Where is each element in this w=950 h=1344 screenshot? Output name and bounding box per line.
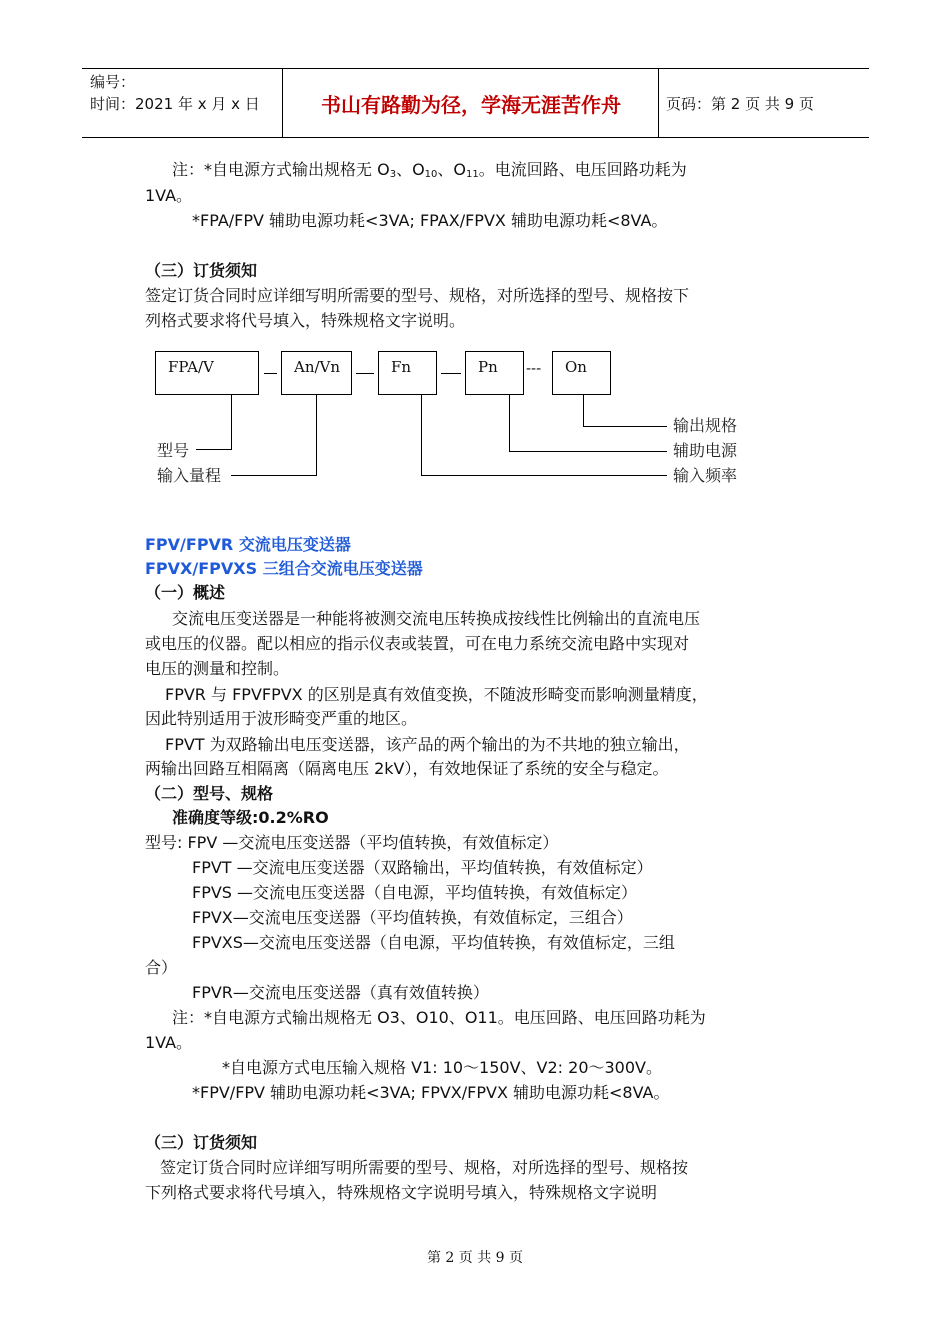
page-header [82,68,869,138]
model-item: 合） [145,958,178,977]
dash-connector: --- [526,361,542,377]
code-box-frequency: Fn [378,351,437,395]
note-line: 注：*自电源方式输出规格无 $O_3$、$O_{10}$、$O_{11}$。电流回路、电压回路功耗为 [172,160,687,180]
leader-line [583,395,584,426]
note-line: 1VA。 [145,186,193,205]
accuracy-class: 准确度等级:0.2%RO [172,808,329,827]
code-box-model: FPA/V [155,351,259,395]
connector [441,373,461,374]
note-line: 注：*自电源方式输出规格无 O3、O10、O11。电压回路、电压回路功耗为 [172,1008,706,1027]
leader-line [421,395,422,475]
label-aux-power: 辅助电源 [673,441,738,460]
paragraph-line: 列格式要求将代号填入，特殊规格文字说明。 [145,311,466,330]
label-input-range: 输入量程 [157,466,222,485]
paragraph-line: 两输出回路互相隔离（隔离电压 2kV），有效地保证了系统的安全与稳定。 [145,759,669,778]
paragraph-line: 因此特别适用于波形畸变严重的地区。 [145,709,418,728]
section-heading: （三）订货须知 [145,261,258,280]
note-line: *FPV/FPV 辅助电源功耗<3VA; FPVX/FPVX 辅助电源功耗<8VA。 [192,1083,670,1102]
code-box-output: On [552,351,611,395]
paragraph-line: 下列格式要求将代号填入，特殊规格文字说明号填入，特殊规格文字说明 [145,1183,658,1202]
paragraph-line: FPVR 与 FPVFPVX 的区别是真有效值变换，不随波形畸变而影响测量精度， [165,685,708,704]
label-model: 型号 [157,441,190,460]
label-input-frequency: 输入频率 [673,466,738,485]
label-output-spec: 输出规格 [673,416,738,435]
paragraph-line: 签定订货合同时应详细写明所需要的型号、规格，对所选择的型号、规格按 [160,1158,689,1177]
paragraph-line: 交流电压变送器是一种能将被测交流电压转换成按线性比例输出的直流电压 [172,609,701,628]
section-heading: （二）型号、规格 [145,784,274,803]
model-item: FPVX—交流电压变送器（平均值转换，有效值标定，三组合） [192,908,633,927]
model-item: FPVT —交流电压变送器（双路输出，平均值转换，有效值标定） [192,858,653,877]
leader-line [421,475,667,476]
header-divider [658,69,659,137]
page-footer: 第 2 页 共 9 页 [426,1250,524,1266]
paragraph-line: 或电压的仪器。配以相应的指示仪表或装置，可在电力系统交流电路中实现对 [145,634,690,653]
model-item: FPVS —交流电压变送器（自电源，平均值转换，有效值标定） [192,883,638,902]
leader-line [583,426,667,427]
section-heading: （一）概述 [145,583,226,602]
leader-line [231,395,232,449]
note-line: *自电源方式电压输入规格 V1: 10～150V、V2: 20～300V。 [222,1058,662,1077]
document-number: 编号： [90,73,136,91]
paragraph-line: 电压的测量和控制。 [145,659,290,678]
header-motto: 书山有路勤为径，学海无涯苦作舟 [321,92,621,117]
section-heading: （三）订货须知 [145,1133,258,1152]
note-line: *FPA/FPV 辅助电源功耗<3VA; FPAX/FPVX 辅助电源功耗<8VA。 [192,211,668,230]
leader-line [316,395,317,475]
model-item: FPVR—交流电压变送器（真有效值转换） [192,983,489,1002]
paragraph-line: FPVT 为双路输出电压变送器，该产品的两个输出的为不共地的独立输出， [165,735,690,754]
leader-line [196,449,232,450]
product-title: FPVX/FPVXS 三组合交流电压变送器 [145,559,423,578]
leader-line [509,451,667,452]
header-divider [282,69,283,137]
model-item: FPVXS—交流电压变送器（自电源，平均值转换，有效值标定，三组 [192,933,675,952]
code-box-power: Pn [465,351,524,395]
document-time: 时间：2021 年 x 月 x 日 [90,95,260,113]
connector [264,373,277,374]
product-title: FPV/FPVR 交流电压变送器 [145,535,351,554]
code-box-range: An/Vn [281,351,352,395]
header-meta [90,71,260,115]
paragraph-line: 签定订货合同时应详细写明所需要的型号、规格，对所选择的型号、规格按下 [145,286,690,305]
note-line: 1VA。 [145,1033,193,1052]
leader-line [231,475,317,476]
model-item: 型号: FPV —交流电压变送器（平均值转换，有效值标定） [145,833,559,852]
connector [356,373,374,374]
header-page-info: 页码：第 2 页 共 9 页 [666,95,814,113]
leader-line [509,395,510,451]
